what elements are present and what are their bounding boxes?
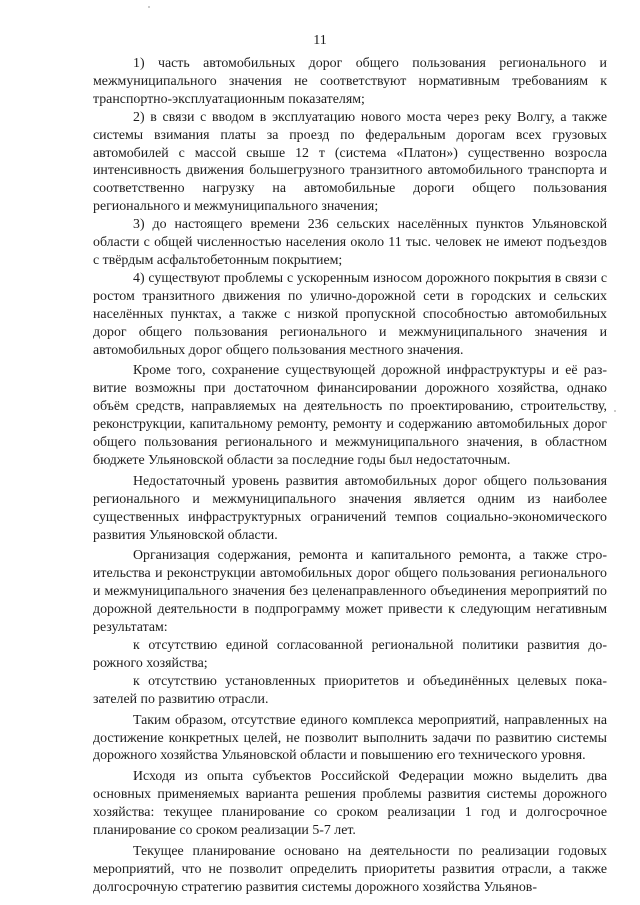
page-number: 11 xyxy=(313,33,327,48)
paragraph-result-2: к отсутствию установленных приоритетов и объединённых целевых показателей по развитию отрасли. xyxy=(93,673,607,707)
scan-speck xyxy=(148,6,150,8)
paragraph-result-1: к отсутствию единой согласованной региональной политики развития дорожного хозяйства; xyxy=(93,638,607,671)
paragraph-item-2: 2) в связи с вводом в эксплуатацию нового моста через реку Волгу, а также системы взимания платы за проезд по федеральным дорогам всех грузовых автомобилей с массой свыше 12 т (система «Платон») существенно возросла интенсивность движения большегрузного транзитного автомобильного транспорта и соответственно нагрузку на автомобильные дороги общего пользования регионального и межмуниципального значения; xyxy=(93,109,607,215)
paragraph-planning-options: Исходя из опыта субъектов Российской Федерации можно выделить два основных применяемых варианта решения проблемы развития системы дорожного хозяйства: текущее планирование со сроком реализации 1 год и долгосрочное планирование со сроком реализации 5-7 лет. xyxy=(93,769,607,839)
paragraph-conclusion: Таким образом, отсутствие единого комплекса мероприятий, направленных на достижение конкретных целей, не позволит выполнить задачи по развитию системы дорожного хозяйства Ульяновской области и повышению его технического уровня. xyxy=(93,712,607,764)
paragraph-insufficient-level: Недостаточный уровень развития автомобильных дорог общего пользования регионального и межмуниципального значения является одним из наиболее существенных инфраструктурных ограничений темпов социально-экономического развития Ульяновской области. xyxy=(93,473,607,543)
paragraph-funding: Кроме того, сохранение существующей дорожной инфраструктуры и её развитие возможны при достаточном финансировании дорожного хозяйства, однако объём средств, направляемых на деятельность по проектированию, строительству, реконструкции, капитальному ремонту, ремонту и содержанию автомобильных дорог общего пользования регионального и межмуниципального значения, в областном бюджете Ульяновской области за последние годы был недостаточным. xyxy=(93,363,607,468)
paragraph-item-1: 1) часть автомобильных дорог общего пользования регионального и межмуниципального значения не соответствуют нормативным требованиям к транспортно-эксплуатационным показателям; xyxy=(93,56,607,107)
scan-speck xyxy=(614,410,616,412)
paragraph-current-planning: Текущее планирование основано на деятельности по реализации годовых мероприятий, что не позволит определить приоритеты развития отрасли, а также долгосрочную стратегию развития системы дорожного хозяйства Ульянов- xyxy=(93,843,607,895)
paragraph-organization: Организация содержания, ремонта и капитального ремонта, а также строительства и реконструкции автомобильных дорог общего пользования регионального и межмуниципального значения без целенаправленного объединения мероприятий по дорожной деятельности в подпрограмму может привести к следующим негативным результатам: xyxy=(93,548,607,636)
body-text xyxy=(93,55,607,897)
paragraph-item-3: 3) до настоящего времени 236 сельских населённых пунктов Ульяновской области с общей численностью населения около 11 тыс. человек не имеют подъездов с твёрдым асфальтобетонным покрытием; xyxy=(93,217,607,268)
paragraph-item-4: 4) существуют проблемы с ускоренным износом дорожного покрытия в связи с ростом транзитного движения по улично-дорожной сети в городских и сельских населённых пунктах, а также с низкой пропускной способностью автомобильных дорог общего пользования регионального и межмуниципального значения и автомобильных дорог общего пользования местного значения. xyxy=(93,270,607,358)
